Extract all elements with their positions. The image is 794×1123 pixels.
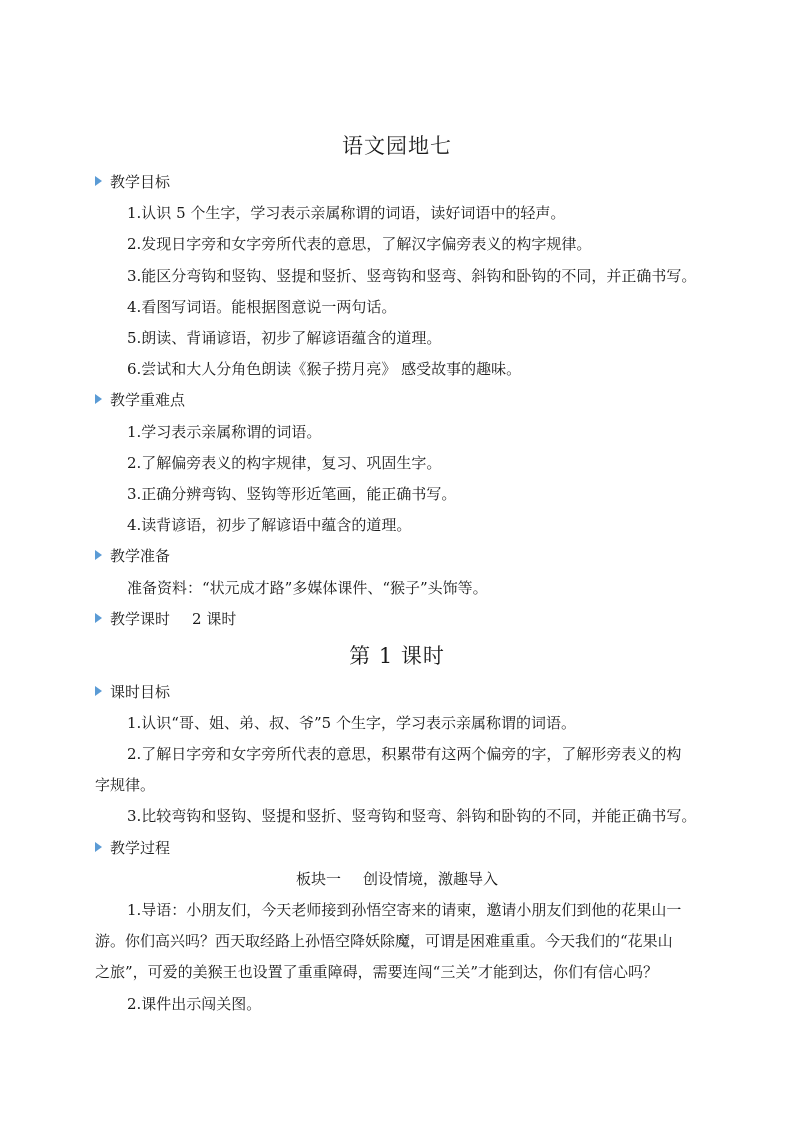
goal-item: 1.认识 5 个生字，学习表示亲属称谓的词语，读好词语中的轻声。 <box>127 204 566 222</box>
lesson-goal-item: 2.了解日字旁和女字旁所代表的意思，积累带有这两个偏旁的字，了解形旁表义的构 <box>127 745 682 763</box>
goal-item: 4.看图写词语。能根据图意说一两句话。 <box>127 298 397 316</box>
lesson-goal-item-continued: 字规律。 <box>95 776 156 794</box>
triangle-bullet-icon <box>95 842 102 852</box>
section-heading-lesson-goals: 课时目标 <box>95 681 170 702</box>
section-heading-hours: 教学课时 2 课时 <box>95 608 236 629</box>
lesson-goal-item: 3.比较弯钩和竖钩、竖提和竖折、竖弯钩和竖弯、斜钩和卧钩的不同，并能正确书写。 <box>127 807 697 825</box>
section-heading-process: 教学过程 <box>95 837 170 858</box>
lesson-title: 第 1 课时 <box>349 644 445 668</box>
section-heading-goals: 教学目标 <box>95 171 170 192</box>
paragraph-line: 2.课件出示闯关图。 <box>127 995 262 1013</box>
goal-item: 6.尝试和大人分角色朗读《猴子捞月亮》 感受故事的趣味。 <box>127 360 522 378</box>
paragraph-line: 之旅”，可爱的美猴王也设置了重重障碍，需要连闯“三关”才能到达，你们有信心吗？ <box>95 963 659 981</box>
page-title: 语文园地七 <box>342 134 452 158</box>
section-heading-prep: 教学准备 <box>95 545 170 566</box>
block-heading: 板块一 创设情境，激趣导入 <box>295 870 499 888</box>
key-point-item: 2.了解偏旁表义的构字规律，复习、巩固生字。 <box>127 454 442 472</box>
triangle-bullet-icon <box>95 686 102 696</box>
goal-item: 2.发现日字旁和女字旁所代表的意思，了解汉字偏旁表义的构字规律。 <box>127 235 592 253</box>
hours-value: 2 课时 <box>192 610 237 628</box>
section-heading-key-points: 教学重难点 <box>95 389 185 410</box>
key-point-item: 1.学习表示亲属称谓的词语。 <box>127 423 322 441</box>
goal-item: 3.能区分弯钩和竖钩、竖提和竖折、竖弯钩和竖弯、斜钩和卧钩的不同，并正确书写。 <box>127 267 697 285</box>
goal-item: 5.朗读、背诵谚语，初步了解谚语蕴含的道理。 <box>127 329 442 347</box>
prep-text: 准备资料：“状元成才路”多媒体课件、“猴子”头饰等。 <box>127 579 488 597</box>
triangle-bullet-icon <box>95 550 102 560</box>
triangle-bullet-icon <box>95 176 102 186</box>
paragraph-line: 1.导语：小朋友们，今天老师接到孙悟空寄来的请柬，邀请小朋友们到他的花果山一 <box>127 901 682 919</box>
key-point-item: 3.正确分辨弯钩、竖钩等形近笔画，能正确书写。 <box>127 485 457 503</box>
triangle-bullet-icon <box>95 613 102 623</box>
lesson-goal-item: 1.认识“哥、姐、弟、叔、爷”5 个生字，学习表示亲属称谓的词语。 <box>127 714 576 732</box>
paragraph-line: 游。你们高兴吗？西天取经路上孙悟空降妖除魔，可谓是困难重重。今天我们的“花果山 <box>95 932 673 950</box>
triangle-bullet-icon <box>95 394 102 404</box>
key-point-item: 4.读背谚语，初步了解谚语中蕴含的道理。 <box>127 516 412 534</box>
